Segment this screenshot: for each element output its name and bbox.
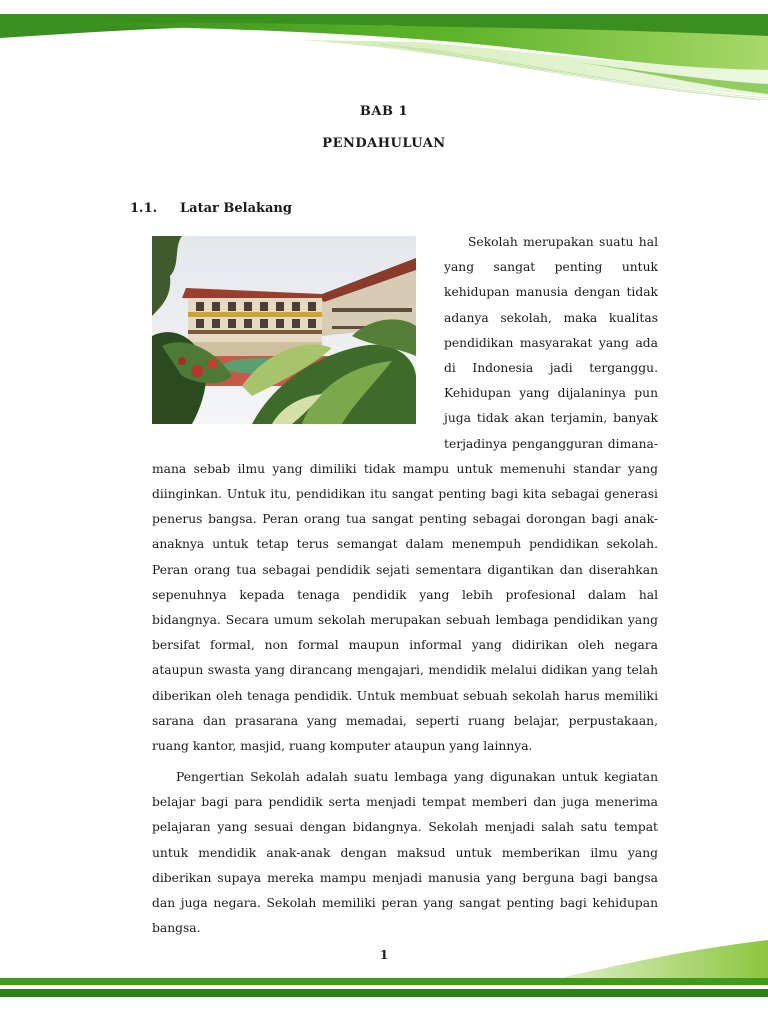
- paragraph-1-text: Sekolah merupakan suatu hal yang sangat penting untuk kehidupan manusia dengan tidak adanya sekolah, maka kualitas pendidikan masyarakat yang ada di Indonesia jadi terganggu. Kehidupan yang dijalaninya pun juga tidak akan terjamin, banyak terjadinya pengangguran dimana-mana sebab ilmu yang dimiliki tidak mampu untuk memenuhi standar yang diinginkan. Untuk itu, pendidikan itu sangat penting bagi kita sebagai generasi penerus bangsa. Peran orang tua sangat penting sebagai dorongan bagi anak-anaknya untuk tetap terus semangat dalam menempuh pendidikan sekolah. Peran orang tua sebagai pendidik sejati sementara digantikan dan diserahkan sepenuhnya kepada tenaga pendidik yang lebih profesional dalam hal bidangnya. Secara umum sekolah merupakan sebuah lembaga pendidikan yang bersifat formal, non formal maupun informal yang didirikan oleh negara ataupun swasta yang dirancang mengajari, mendidik melalui didikan yang telah diberikan oleh tenaga pendidik. Untuk membuat sebuah sekolah harus memiliki sarana dan prasarana yang memadai, seperti ruang belajar, perpustakaan, ruang kantor, masjid, ruang komputer ataupun yang lainnya.: [152, 235, 658, 754]
- header-wave-decoration: [0, 0, 768, 100]
- paragraph-1: [152, 230, 658, 759]
- section-title: Latar Belakang: [180, 201, 292, 216]
- section-heading: [130, 201, 292, 216]
- chapter-title: PENDAHULUAN: [322, 136, 446, 151]
- chapter-number: BAB 1: [359, 104, 409, 119]
- footer-band-decoration: [0, 930, 768, 1024]
- page-number: 1: [379, 948, 389, 962]
- paragraph-2: Pengertian Sekolah adalah suatu lembaga yang digunakan untuk kegiatan belajar bagi para pendidik serta menjadi tempat memberi dan juga menerima pelajaran yang sesuai dengan bidangnya. Sekolah menjadi salah satu tempat untuk mendidik anak-anak dengan maksud untuk memberikan ilmu yang diberikan supaya mereka mampu menjadi manusia yang berguna bagi bangsa dan juga negara. Sekolah memiliki peran yang sangat penting bagi kehidupan bangsa.: [152, 770, 658, 936]
- photo-wrap-spacer: [152, 230, 444, 456]
- section-number: 1.1.: [130, 201, 158, 216]
